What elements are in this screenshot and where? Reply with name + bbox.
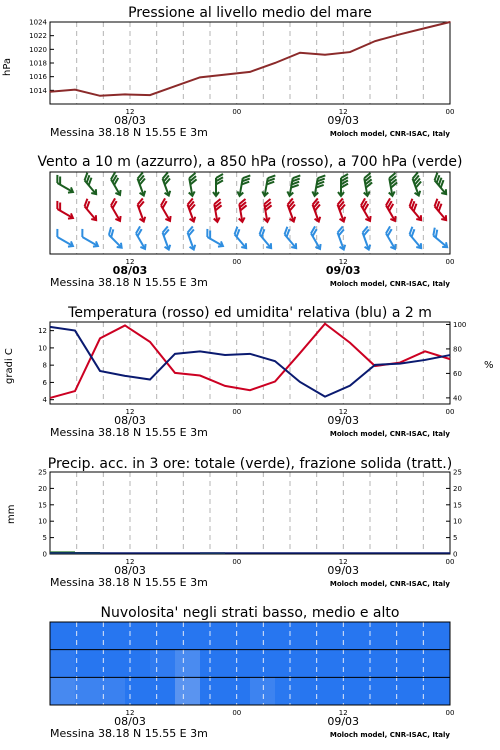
chart-title: Temperatura (rosso) ed umidita' relativa (blu) a 2 m (68, 305, 432, 321)
cloud-cell (325, 650, 351, 678)
wind-barb (430, 199, 452, 222)
wind-barb (183, 198, 200, 222)
chart-title: Nuvolosita' negli strati basso, medio e alto (100, 605, 400, 621)
wind-barb (361, 173, 375, 196)
cloud-cell (100, 677, 126, 705)
pressure-point (449, 21, 451, 23)
pressure-point (99, 95, 101, 97)
wind-barb (255, 227, 277, 250)
y-tick-label: 1024 (29, 18, 47, 27)
cloud-cell (200, 650, 226, 678)
y-tick-label: 10 (38, 344, 47, 353)
cloud-cell (300, 622, 326, 650)
cloud-cell (225, 622, 251, 650)
wind-barb (158, 172, 175, 196)
pressure-point (299, 52, 301, 54)
cloud-cell (275, 650, 301, 678)
wind-chart (0, 150, 500, 300)
day-label: 08/03 (114, 715, 146, 728)
x-tick-label: 12 (125, 558, 135, 566)
cloud-cell (75, 677, 101, 705)
y-tick-label: 1020 (29, 45, 47, 54)
wind-barb (236, 199, 250, 222)
x-tick-label: 12 (338, 709, 348, 717)
precip-chart (0, 450, 500, 600)
pressure-point (274, 62, 276, 64)
wind-barb (280, 227, 302, 250)
day-label: 09/03 (325, 264, 361, 277)
temperature-line (50, 324, 450, 398)
cloud-cell (50, 622, 76, 650)
wind-barb (428, 228, 451, 250)
x-tick-label: 00 (445, 558, 455, 566)
wind-barb (430, 173, 452, 196)
pressure-point (74, 89, 76, 91)
cloud-cell (225, 650, 251, 678)
pressure-point (124, 94, 126, 96)
chart-title: Precip. acc. in 3 ore: totale (verde), frazione solida (tratt.) (47, 456, 453, 472)
cloud-cell (125, 622, 151, 650)
day-label: 09/03 (327, 564, 360, 577)
cloud-cell (50, 677, 76, 705)
cloud-cell (150, 677, 176, 705)
wind-barb (386, 173, 400, 196)
cloud-cell (350, 622, 376, 650)
y-tick-label-right: 20 (453, 484, 462, 493)
cloud-cell (425, 677, 451, 705)
y-axis-label: mm (6, 504, 17, 524)
cloud-cell (250, 677, 276, 705)
x-tick-label: 00 (232, 108, 242, 116)
pressure-point (424, 27, 426, 29)
y-tick-label: 4 (42, 396, 47, 405)
wind-barb (333, 198, 350, 222)
y-tick-label-right: 15 (453, 501, 462, 510)
model-credit: Moloch model, CNR-ISAC, Italy (329, 280, 450, 288)
pressure-point (374, 40, 376, 42)
cloud-cell (225, 677, 251, 705)
y-tick-label-right: 100 (453, 320, 467, 329)
y-tick-label: 1014 (29, 86, 47, 95)
wind-barb (333, 226, 350, 250)
y-tick-label: 0 (42, 550, 47, 559)
x-tick-label: 00 (445, 108, 455, 116)
x-tick-label: 12 (338, 558, 348, 566)
wind-barb (381, 226, 401, 250)
x-tick-label: 12 (125, 408, 135, 416)
cloud-cell (125, 650, 151, 678)
pressure-point (399, 34, 401, 36)
x-tick-label: 00 (445, 408, 455, 416)
pressure-point (49, 91, 51, 93)
y-tick-label: 12 (38, 327, 47, 336)
wind-barb (213, 174, 223, 196)
cloud-cell (175, 650, 201, 678)
wind-barb (52, 201, 76, 221)
precip-panel (0, 450, 500, 600)
wind-barb (358, 226, 375, 250)
location-label: Messina 38.18 N 15.55 E 3m (50, 727, 208, 740)
y-tick-label-right: 5 (453, 534, 458, 543)
cloud-cell (400, 622, 426, 650)
pressure-chart (0, 0, 500, 150)
cloud-panel (0, 600, 500, 750)
y-tick-label: 5 (42, 534, 47, 543)
wind-barb (104, 227, 127, 250)
pressure-point (149, 94, 151, 96)
wind-barb (183, 226, 200, 250)
y-tick-label-right: 40 (453, 394, 462, 403)
wind-barb (202, 229, 226, 249)
cloud-cell (400, 677, 426, 705)
wind-barb (312, 174, 326, 197)
wind-barb (211, 199, 225, 222)
cloud-cell (75, 622, 101, 650)
cloud-cell (150, 650, 176, 678)
wind-barb (133, 172, 150, 196)
day-label: 08/03 (112, 264, 148, 277)
cloud-cell (425, 650, 451, 678)
cloud-chart (0, 600, 500, 750)
cloud-cell (175, 677, 201, 705)
cloud-cell (325, 622, 351, 650)
y-tick-label: 20 (38, 484, 47, 493)
cloud-cell (50, 650, 76, 678)
cloud-cell (275, 677, 301, 705)
wind-barb (106, 198, 126, 222)
chart-title: Pressione al livello medio del mare (128, 5, 372, 21)
pressure-point (324, 54, 326, 56)
x-tick-label: 00 (232, 408, 242, 416)
x-tick-label: 00 (232, 709, 242, 717)
model-credit: Moloch model, CNR-ISAC, Italy (329, 731, 450, 739)
location-label: Messina 38.18 N 15.55 E 3m (50, 276, 208, 289)
wind-panel (0, 150, 500, 300)
wind-barb (408, 172, 425, 196)
y-tick-label-right: 60 (453, 369, 462, 378)
cloud-cell (350, 650, 376, 678)
wind-barb (230, 227, 252, 250)
cloud-cell (75, 650, 101, 678)
y-tick-label-right: 10 (453, 517, 462, 526)
x-tick-label: 12 (125, 258, 135, 266)
day-label: 08/03 (114, 414, 146, 427)
wind-barb (106, 172, 126, 196)
y-tick-label: 25 (38, 468, 47, 477)
y-tick-label: 8 (42, 361, 47, 370)
wind-barb (131, 226, 151, 250)
y-tick-label: 15 (38, 501, 47, 510)
humidity-line (50, 327, 450, 397)
cloud-cell (300, 677, 326, 705)
y-tick-label-right: 25 (453, 468, 462, 477)
cloud-cell (250, 622, 276, 650)
wind-barb (287, 174, 301, 197)
pressure-point (224, 74, 226, 76)
day-label: 08/03 (114, 564, 146, 577)
cloud-cell (425, 622, 451, 650)
x-tick-label: 12 (125, 108, 135, 116)
y-tick-label: 10 (38, 517, 47, 526)
cloud-cell (200, 677, 226, 705)
x-tick-label: 12 (338, 258, 348, 266)
location-label: Messina 38.18 N 15.55 E 3m (50, 426, 208, 439)
pressure-point (174, 85, 176, 87)
plot-frame (50, 472, 450, 554)
x-tick-label: 12 (338, 108, 348, 116)
pressure-line (50, 22, 450, 96)
x-tick-label: 00 (445, 258, 455, 266)
y-axis-label-right: % (484, 360, 494, 371)
pressure-point (349, 51, 351, 53)
wind-barb (80, 199, 102, 222)
cloud-cell (150, 622, 176, 650)
location-label: Messina 38.18 N 15.55 E 3m (50, 126, 208, 139)
wind-barb (283, 198, 300, 222)
y-axis-label: gradi C (4, 348, 15, 384)
y-tick-label: 1016 (29, 73, 47, 82)
wind-barb (381, 198, 401, 222)
model-credit: Moloch model, CNR-ISAC, Italy (329, 580, 450, 588)
cloud-cell (300, 650, 326, 678)
wind-barb (261, 199, 275, 222)
y-tick-label-right: 80 (453, 345, 462, 354)
cloud-cell (275, 622, 301, 650)
model-credit: Moloch model, CNR-ISAC, Italy (329, 430, 450, 438)
pressure-point (249, 71, 251, 73)
cloud-cell (250, 650, 276, 678)
day-label: 08/03 (114, 114, 146, 127)
wind-barb (156, 198, 176, 222)
y-tick-label-right: 0 (453, 550, 458, 559)
wind-barb (52, 175, 76, 195)
location-label: Messina 38.18 N 15.55 E 3m (50, 576, 208, 589)
wind-barb (158, 226, 175, 250)
y-axis-label: hPa (2, 57, 13, 76)
wind-barb (356, 198, 376, 222)
day-label: 09/03 (327, 114, 360, 127)
chart-title: Vento a 10 m (azzurro), a 850 hPa (rosso), a 700 hPa (verde) (37, 154, 463, 170)
wind-barb (52, 229, 76, 249)
cloud-cell (350, 677, 376, 705)
cloud-cell (200, 622, 226, 650)
cloud-cell (375, 677, 401, 705)
cloud-cell (175, 622, 201, 650)
x-tick-label: 00 (232, 558, 242, 566)
wind-barb (186, 173, 200, 196)
wind-barb (77, 229, 101, 249)
pressure-panel (0, 0, 500, 150)
y-tick-label: 6 (42, 378, 47, 387)
model-credit: Moloch model, CNR-ISAC, Italy (329, 130, 450, 138)
wind-barb (237, 174, 251, 197)
temperature-chart (0, 300, 500, 450)
cloud-cell (325, 677, 351, 705)
day-label: 09/03 (327, 715, 360, 728)
day-label: 09/03 (327, 414, 360, 427)
x-tick-label: 12 (125, 709, 135, 717)
temperature-panel (0, 300, 500, 450)
x-tick-label: 00 (232, 258, 242, 266)
y-tick-label: 1022 (29, 32, 47, 41)
wind-barb (80, 173, 102, 196)
plot-frame (50, 22, 450, 104)
pressure-point (199, 77, 201, 79)
cloud-cell (400, 650, 426, 678)
y-tick-label: 1018 (29, 59, 47, 68)
cloud-cell (125, 677, 151, 705)
x-tick-label: 12 (338, 408, 348, 416)
x-tick-label: 00 (445, 709, 455, 717)
wind-barb (133, 198, 150, 222)
